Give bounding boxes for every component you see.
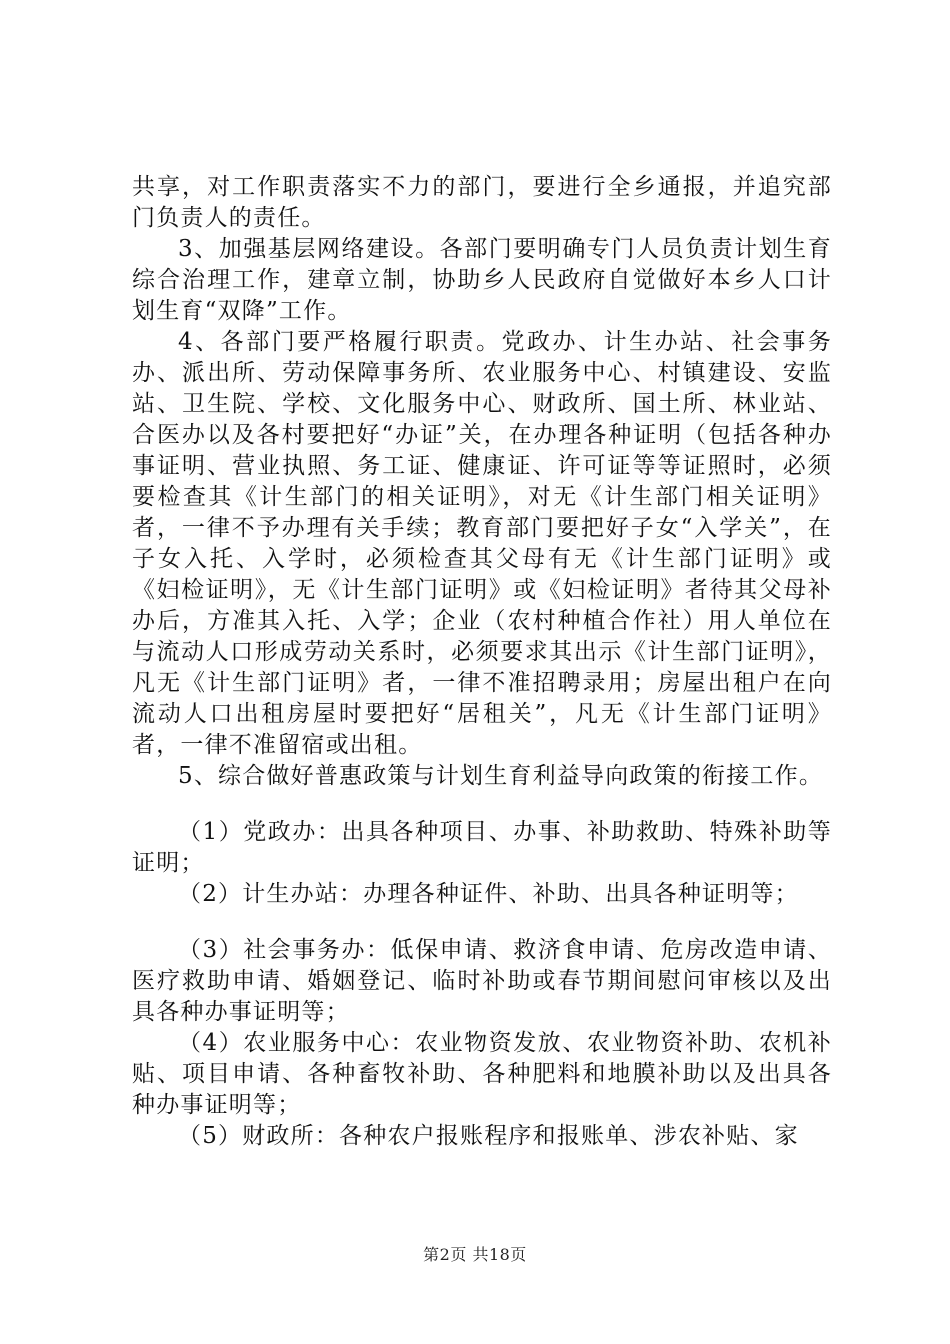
paragraph-subitem-5: （5）财政所：各种农户报账程序和报账单、涉农补贴、家	[178, 1123, 799, 1149]
body-text	[132, 172, 832, 1152]
paragraph-continuation: 共享，对工作职责落实不力的部门，要进行全乡通报，并追究部门负责人的责任。	[132, 174, 832, 231]
page-number-footer: 第2页 共18页	[423, 1245, 527, 1264]
paragraph-subitem-1: （1）党政办：出具各种项目、办事、补助救助、特殊补助等证明；	[132, 819, 832, 876]
paragraph-subitem-3: （3）社会事务办：低保申请、救济食申请、危房改造申请、医疗救助申请、婚姻登记、临时补助或春节期间慰问审核以及出具各种办事证明等；	[132, 937, 832, 1025]
paragraph-subitem-4: （4）农业服务中心：农业物资发放、农业物资补助、农机补贴、项目申请、各种畜牧补助、各种肥料和地膜补助以及出具各种办事证明等；	[132, 1030, 832, 1118]
paragraph-item-4: 4、各部门要严格履行职责。党政办、计生办站、社会事务办、派出所、劳动保障事务所、农业服务中心、村镇建设、安监站、卫生院、学校、文化服务中心、财政所、国土所、林业站、合医办以及各村要把好“办证”关，在办理各种证明（包括各种办事证明、营业执照、务工证、健康证、许可证等等证照时，必须要检查其《计生部门的相关证明》，对无《计生部门相关证明》者，一律不予办理有关手续；教育部门要把好子女“入学关”，在子女入托、入学时，必须检查其父母有无《计生部门证明》或《妇检证明》，无《计生部门证明》或《妇检证明》者待其父母补办后，方准其入托、入学；企业（农村种植合作社）用人单位在与流动人口形成劳动关系时，必须要求其出示《计生部门证明》，凡无《计生部门证明》者，一律不准招聘录用；房屋出租户在向流动人口出租房屋时要把好“居租关”，凡无《计生部门证明》者，一律不准留宿或出租。	[132, 329, 832, 758]
paragraph-item-3: 3、加强基层网络建设。各部门要明确专门人员负责计划生育综合治理工作，建章立制，协助乡人民政府自觉做好本乡人口计划生育“双降”工作。	[132, 236, 832, 324]
paragraph-subitem-2: （2）计生办站：办理各种证件、补助、出具各种证明等；	[178, 881, 799, 907]
paragraph-item-5: 5、综合做好普惠政策与计划生育利益导向政策的衔接工作。	[178, 763, 824, 789]
